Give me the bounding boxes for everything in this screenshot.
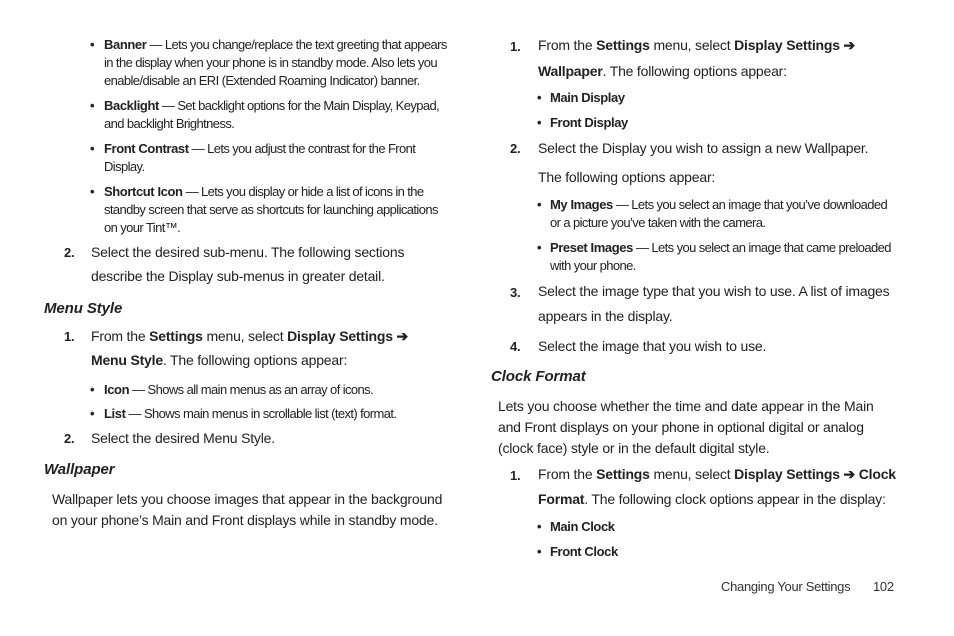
option-term: Main Clock bbox=[550, 519, 615, 534]
paragraph: Lets you choose whether the time and date appear in the Main and Front displays on your phone in optional digital or analog (clock face) style or in the default digital style. bbox=[498, 398, 874, 456]
step-item bbox=[510, 32, 880, 84]
step-text: . The following options appear: bbox=[162, 352, 348, 368]
bullet-icon: • bbox=[537, 240, 541, 255]
step-text: menu, select bbox=[649, 37, 735, 53]
step-number: 4. bbox=[510, 339, 521, 354]
section-heading: Wallpaper bbox=[44, 461, 115, 478]
option-desc: — Shows all main menus as an array of icons. bbox=[129, 382, 374, 397]
step-item bbox=[510, 462, 900, 512]
bullet-icon: • bbox=[537, 197, 541, 212]
step-item bbox=[64, 426, 434, 450]
list-item bbox=[90, 405, 450, 423]
step-text: Select the desired sub-menu. The following sections describe the Display sub-menus in greater detail. bbox=[91, 244, 405, 284]
option-term: Front Clock bbox=[550, 544, 618, 559]
list-item bbox=[537, 543, 618, 561]
step-text: menu, select bbox=[202, 328, 288, 344]
option-term: Main Display bbox=[550, 90, 625, 105]
step-item bbox=[510, 279, 900, 329]
menu-path: Settings bbox=[596, 37, 650, 53]
list-item bbox=[90, 381, 450, 399]
option-desc: — Shows main menus in scrollable list (text) format. bbox=[125, 406, 397, 421]
menu-path: Display Settings ➔ Wallpaper bbox=[538, 37, 856, 79]
menu-path: Display Settings ➔ Menu Style bbox=[91, 328, 409, 368]
step-item bbox=[510, 334, 900, 358]
step-text: Select the Display you wish to assign a new Wallpaper. bbox=[538, 140, 869, 156]
step-text: Select the image type that you wish to use. A list of images appears in the display. bbox=[538, 283, 890, 324]
list-item bbox=[90, 36, 452, 90]
step-number: 2. bbox=[64, 431, 75, 446]
option-term: List bbox=[104, 406, 126, 421]
option-desc: — Set backlight options for the Main Display, Keypad, and backlight Brightness. bbox=[104, 98, 440, 131]
bullet-icon: • bbox=[90, 382, 94, 397]
list-item bbox=[90, 140, 430, 176]
step-text: The following options appear: bbox=[538, 169, 716, 185]
option-desc: — Lets you display or hide a list of icons in the standby screen that serve as shortcuts for launching applications on your Tint™. bbox=[104, 184, 438, 235]
list-item bbox=[537, 518, 615, 536]
bullet-icon: • bbox=[90, 406, 94, 421]
menu-path: Settings bbox=[149, 328, 203, 344]
option-desc: — Lets you select an image that came preloaded with your phone. bbox=[550, 240, 891, 273]
option-desc: — Lets you adjust the contrast for the Front Display. bbox=[104, 141, 416, 174]
step-number: 1. bbox=[510, 39, 521, 54]
step-number: 1. bbox=[510, 468, 521, 483]
section-heading: Menu Style bbox=[44, 300, 123, 317]
list-item bbox=[90, 97, 452, 133]
option-desc: — Lets you select an image that you’ve downloaded or a picture you’ve taken with the camera. bbox=[550, 197, 888, 230]
option-desc: — Lets you change/replace the text greeting that appears in the display when your phone is in standby mode. Also lets you enable/disable an ERI (Extended Roaming Indicator) banner. bbox=[104, 37, 447, 88]
list-item bbox=[537, 89, 625, 107]
section-heading: Clock Format bbox=[491, 368, 586, 385]
option-term: Icon bbox=[104, 382, 130, 397]
bullet-icon: • bbox=[90, 184, 94, 199]
bullet-icon: • bbox=[537, 519, 541, 534]
list-item bbox=[90, 183, 452, 237]
option-term: Shortcut Icon bbox=[104, 184, 183, 199]
step-text: Select the image that you wish to use. bbox=[538, 338, 767, 354]
step-item bbox=[64, 240, 434, 288]
option-term: Front Contrast bbox=[104, 141, 189, 156]
step-text: From the bbox=[91, 328, 150, 344]
list-item bbox=[537, 196, 897, 232]
bullet-icon: • bbox=[90, 98, 94, 113]
menu-path: Settings bbox=[596, 466, 650, 482]
list-item bbox=[537, 114, 628, 132]
step-item bbox=[510, 136, 910, 189]
step-text: . The following clock options appear in the display: bbox=[584, 491, 886, 507]
step-text: From the bbox=[538, 466, 597, 482]
step-number: 2. bbox=[510, 141, 521, 156]
paragraph: Wallpaper lets you choose images that appear in the background on your phone’s Main and Front displays while in standby mode. bbox=[52, 491, 443, 528]
option-term: Preset Images bbox=[550, 240, 633, 255]
footer-section-title: Changing Your Settings bbox=[721, 579, 851, 594]
bullet-icon: • bbox=[537, 544, 541, 559]
step-item bbox=[64, 324, 444, 372]
list-item bbox=[537, 239, 897, 275]
menu-path: Display Settings ➔ Clock Format bbox=[538, 466, 896, 507]
page-number: 102 bbox=[873, 579, 894, 594]
option-term: Banner bbox=[104, 37, 147, 52]
step-text: Select the desired Menu Style. bbox=[91, 430, 275, 446]
step-text: . The following options appear: bbox=[602, 63, 787, 79]
option-term: Backlight bbox=[104, 98, 159, 113]
step-text: menu, select bbox=[649, 466, 735, 482]
step-text: From the bbox=[538, 37, 597, 53]
step-number: 2. bbox=[64, 245, 75, 260]
option-term: My Images bbox=[550, 197, 613, 212]
step-number: 1. bbox=[64, 329, 75, 344]
bullet-icon: • bbox=[537, 115, 541, 130]
bullet-icon: • bbox=[90, 37, 94, 52]
option-term: Front Display bbox=[550, 115, 628, 130]
step-number: 3. bbox=[510, 285, 521, 300]
bullet-icon: • bbox=[90, 141, 94, 156]
bullet-icon: • bbox=[537, 90, 541, 105]
